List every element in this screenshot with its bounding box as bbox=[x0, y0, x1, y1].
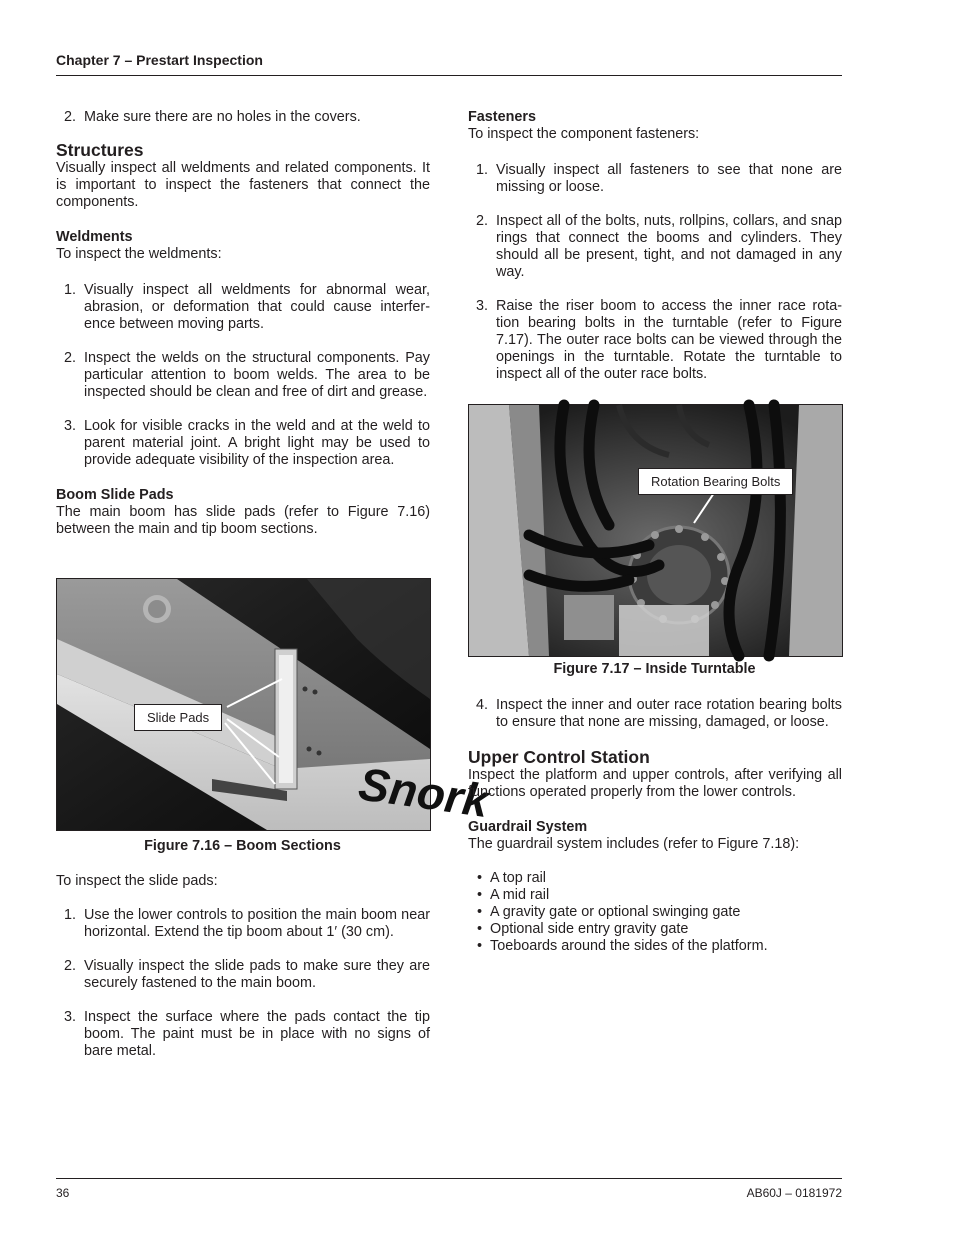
list-item: 3. Look for visible cracks in the weld and at the weld to parent material joint. A bright light may be used to provide adequate visibility of the inspection area. bbox=[64, 418, 430, 468]
structures-intro: Visually inspect all weldments and related components. It is important to inspect the fasteners that connect the components. bbox=[56, 160, 430, 210]
boom-sections-photo bbox=[56, 578, 492, 831]
list-item: • A top rail bbox=[477, 870, 546, 886]
page-number: 36 bbox=[56, 1186, 70, 1200]
chapter-header: Chapter 7 – Prestart Inspection bbox=[56, 52, 263, 68]
list-item: • A gravity gate or optional swinging gate bbox=[477, 904, 741, 920]
left-column-lower bbox=[56, 873, 430, 1060]
list-item: • Optional side entry gravity gate bbox=[477, 921, 689, 937]
upper-control-heading: Upper Control Station bbox=[468, 747, 650, 767]
bearing-list bbox=[468, 697, 842, 731]
covers-list bbox=[56, 109, 430, 126]
document-id: AB60J – 0181972 bbox=[746, 1186, 842, 1200]
boom-slide-pads-heading: Boom Slide Pads bbox=[56, 487, 174, 503]
right-column-lower bbox=[468, 697, 842, 955]
weldments-list bbox=[56, 282, 430, 469]
figure-7-16-caption: Figure 7.16 – Boom Sections bbox=[144, 838, 341, 854]
list-item: 3. Raise the riser boom to access the inner race rota-tion bearing bolts in the turntable (refer to Figure 7.17). The outer race bolts can be viewed through the openings in the turntable. Rotate the turntable to inspect all of the outer race bolts. bbox=[476, 298, 842, 382]
list-item: 1. Use the lower controls to position the main boom near horizontal. Extend the tip boom about 1′ (30 cm). bbox=[64, 907, 430, 940]
right-column bbox=[468, 109, 842, 383]
figure-7-17-caption: Figure 7.17 – Inside Turntable bbox=[553, 661, 756, 677]
weldments-intro: To inspect the weldments: bbox=[56, 246, 222, 262]
header-rule bbox=[56, 75, 842, 76]
rotation-bearing-bolts-callout: Rotation Bearing Bolts bbox=[638, 468, 793, 495]
boom-sections-image bbox=[57, 579, 492, 830]
snorkel-decal: Snork bbox=[355, 757, 492, 828]
guardrail-list bbox=[468, 870, 842, 955]
slide-pads-intro: To inspect the slide pads: bbox=[56, 873, 218, 889]
list-item: 2. Inspect the welds on the structural components. Pay particular attention to boom welds. The area to be inspected should be clean and free of dirt and grease. bbox=[64, 350, 430, 400]
fasteners-heading: Fasteners bbox=[468, 109, 536, 125]
inside-turntable-image bbox=[469, 405, 842, 656]
list-item: 2. Visually inspect the slide pads to make sure they are securely fastened to the main boom. bbox=[64, 958, 430, 991]
list-item: 3. Inspect the surface where the pads contact the tip boom. The paint must be in place with no signs of bare metal. bbox=[64, 1009, 430, 1059]
left-column bbox=[56, 109, 430, 538]
guardrail-heading: Guardrail System bbox=[468, 819, 588, 835]
structures-heading: Structures bbox=[56, 140, 144, 160]
list-item: • Toeboards around the sides of the platform. bbox=[477, 938, 768, 954]
guardrail-intro: The guardrail system includes (refer to Figure 7.18): bbox=[468, 836, 800, 852]
weldments-heading: Weldments bbox=[56, 229, 133, 245]
boom-slide-pads-intro: The main boom has slide pads (refer to Figure 7.16) between the main and tip boom sections. bbox=[56, 504, 430, 537]
list-item: 4. Inspect the inner and outer race rotation bearing bolts to ensure that none are missing, damaged, or loose. bbox=[476, 697, 842, 730]
list-item: 1. Visually inspect all fasteners to see that none are missing or loose. bbox=[476, 162, 842, 195]
list-item: 2. Inspect all of the bolts, nuts, rollpins, collars, and snap rings that connect the booms and cylinders. They should all be present, tight, and not damaged in any way. bbox=[476, 213, 842, 280]
slide-pads-list bbox=[56, 907, 430, 1060]
fasteners-list bbox=[468, 162, 842, 383]
fasteners-intro: To inspect the component fasteners: bbox=[468, 126, 700, 142]
inside-turntable-photo bbox=[468, 404, 843, 657]
list-item: • A mid rail bbox=[477, 887, 550, 903]
upper-control-intro: Inspect the platform and upper controls, after verifying all functions operated properly from the lower controls. bbox=[468, 767, 842, 800]
list-item: 2. Make sure there are no holes in the covers. bbox=[64, 109, 361, 125]
slide-pads-callout: Slide Pads bbox=[134, 704, 222, 731]
list-item: 1. Visually inspect all weldments for abnormal wear, abrasion, or deformation that could cause interfer-ence between moving parts. bbox=[64, 282, 430, 332]
footer-rule bbox=[56, 1178, 842, 1179]
